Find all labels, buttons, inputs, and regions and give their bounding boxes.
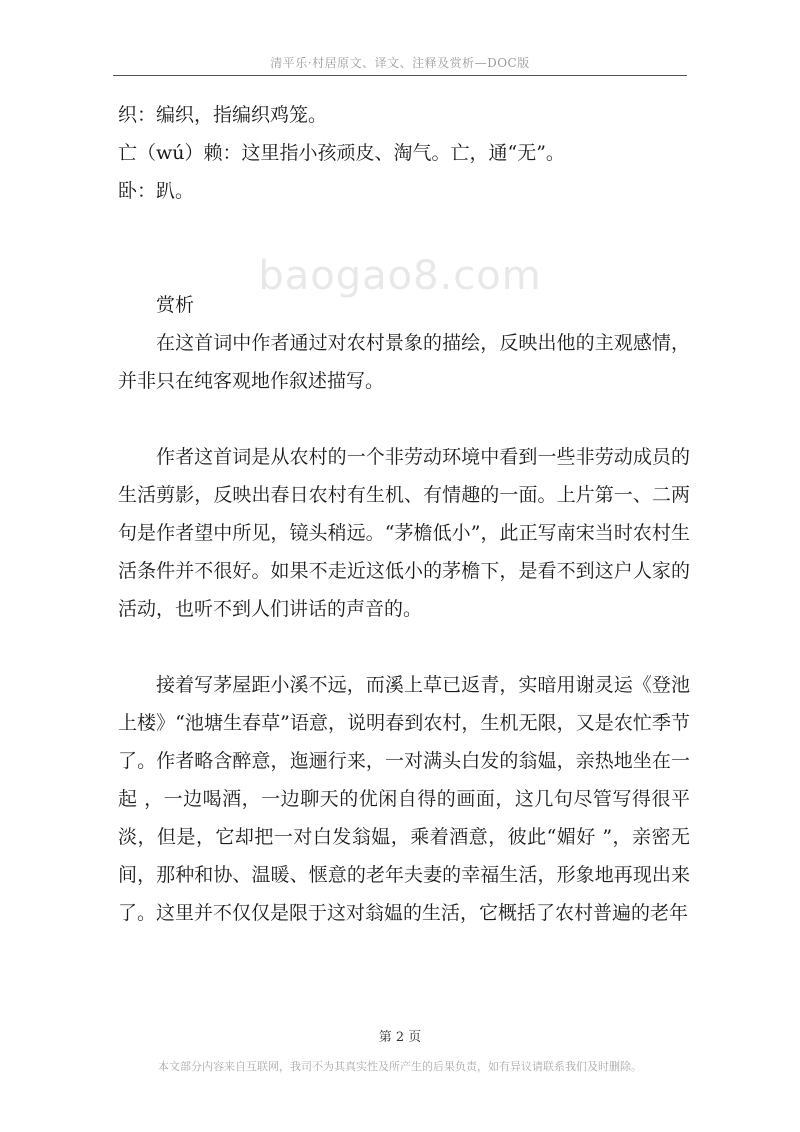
footer-disclaimer: 本文部分内容来自互联网，我司不为其真实性及所产生的后果负责，如有异议请联系我们及时删除。: [158, 1060, 642, 1073]
paragraph: 作者这首词是从农村的一个非劳动环境中看到一些非劳动成员的生活剪影，反映出春日农村有生机、有情趣的一面。上片第一、二两句是作者望中所见，镜头稍远。“茅檐低小”，此正写南宋当时农村生活条件并不很好。如果不走近这低小的茅檐下，是看不到这户人家的活动，也听不到人们讲话的声音的。: [118, 446, 690, 620]
spacer: [118, 400, 690, 438]
section-heading: 赏析: [156, 294, 195, 316]
note-line: 卧：趴。: [118, 180, 195, 202]
document-header-title: 清平乐·村居原文、译文、注释及赏析—DOC版: [270, 56, 530, 70]
note-line: 亡（wú）赖：这里指小孩顽皮、淘气。亡，通“无”。: [118, 142, 565, 164]
watermark: baogao8.com: [258, 253, 542, 299]
header-divider: [113, 75, 687, 76]
page-number: 第 2 页: [378, 1030, 422, 1045]
spacer: [118, 628, 690, 666]
note-line: 织：编织，指编织鸡笼。: [118, 104, 328, 126]
paragraph: 在这首词中作者通过对农村景象的描绘，反映出他的主观感情，并非只在纯客观地作叙述描写。: [118, 332, 690, 392]
document-body: [118, 96, 690, 932]
paragraph: 接着写茅屋距小溪不远，而溪上草已返青，实暗用谢灵运《登池上楼》“池塘生春草”语意，说明春到农村，生机无限，又是农忙季节了。作者略含醉意，迤逦行来，一对满头白发的翁媪，亲热地坐在一起 ，一边喝酒，一边聊天的优闲自得的画面，这几句尽管写得很平淡，但是，它却把一对白发翁媪，乘着酒意，彼此“媚好 ”，亲密无间，那种和协、温暖、惬意的老年夫妻的幸福生活，形象地再现出来了。这里并不仅仅是限于这对翁媪的生活，它概括了农村普遍的老年: [118, 674, 690, 924]
spacer: [118, 210, 690, 286]
